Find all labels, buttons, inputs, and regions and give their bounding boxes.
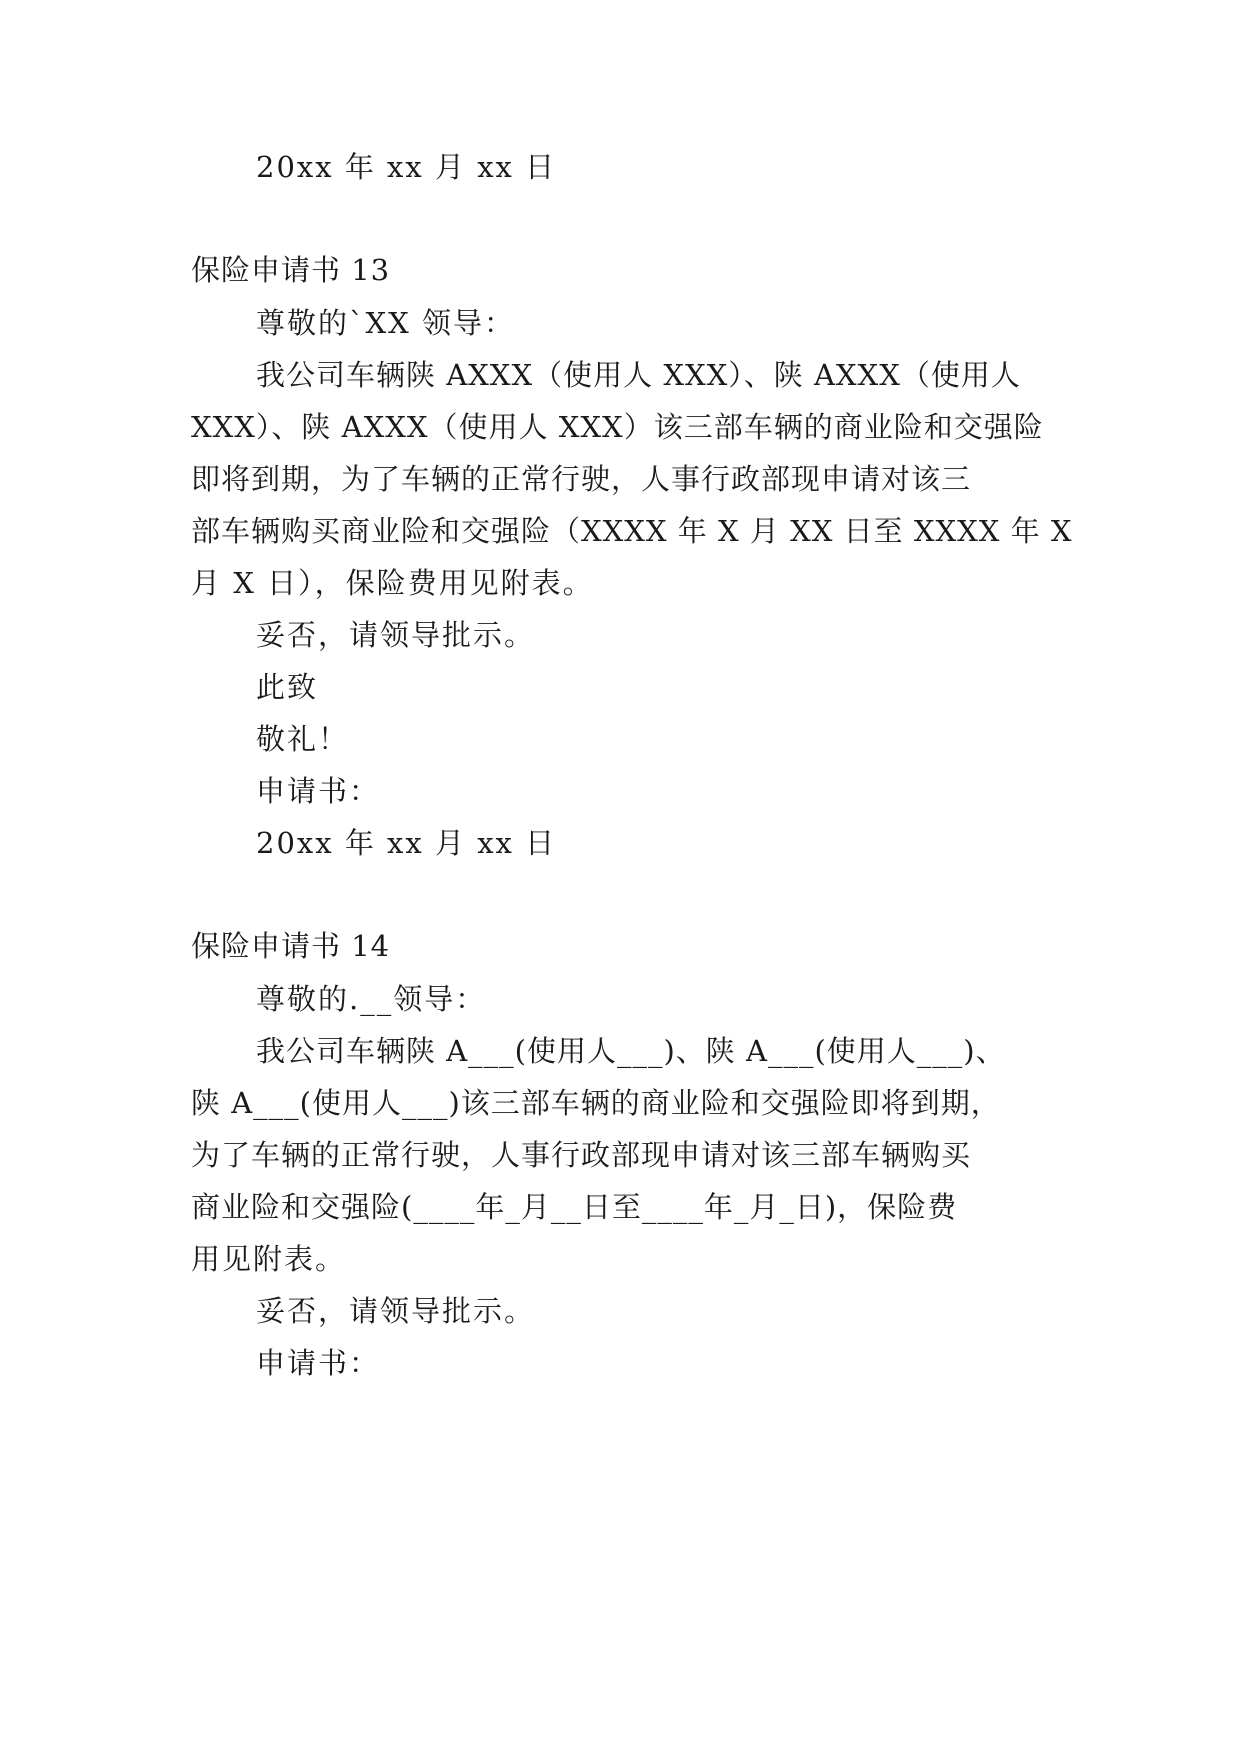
section-13-closing-1: 此致	[256, 670, 319, 704]
section-13-salutation: 尊敬的`XX 领导：	[256, 306, 516, 340]
section-14-signature: 申请书：	[256, 1346, 381, 1380]
section-13-closing-2: 敬礼！	[256, 722, 350, 756]
section-13-title: 保险申请书 13	[191, 253, 391, 287]
section-14-body-line-1: 我公司车辆陕 A___(使用人___)、陕 A___(使用人___)、	[256, 1034, 1006, 1068]
section-13-request: 妥否，请领导批示。	[256, 618, 536, 652]
section-13-signature: 申请书：	[256, 774, 381, 808]
section-13-body-line-5: 月 X 日），保险费用见附表。	[191, 566, 594, 600]
section-13-body-line-2: XXX）、陕 AXXX（使用人 XXX）该三部车辆的商业险和交强险	[191, 410, 1044, 444]
section-14-body-line-4: 商业险和交强险(____年_月__日至____年_月_日)，保险费	[191, 1190, 958, 1224]
section-14-title: 保险申请书 14	[191, 929, 391, 963]
section-14-salutation: 尊敬的.__领导：	[256, 982, 487, 1016]
section-14-body-line-3: 为了车辆的正常行驶，人事行政部现申请对该三部车辆购买	[191, 1138, 972, 1172]
section-13-date: 20xx 年 xx 月 xx 日	[256, 826, 557, 860]
section-14-body-line-5: 用见附表。	[191, 1242, 347, 1276]
top-date: 20xx 年 xx 月 xx 日	[256, 150, 557, 184]
section-13-body-line-4: 部车辆购买商业险和交强险（XXXX 年 X 月 XX 日至 XXXX 年 X	[191, 514, 1073, 548]
section-13-body-line-3: 即将到期，为了车辆的正常行驶，人事行政部现申请对该三	[191, 462, 972, 496]
section-14-request: 妥否，请领导批示。	[256, 1294, 536, 1328]
section-14-body-line-2: 陕 A___(使用人___)该三部车辆的商业险和交强险即将到期，	[191, 1086, 1001, 1120]
section-13-body-line-1: 我公司车辆陕 AXXX（使用人 XXX）、陕 AXXX（使用人	[256, 358, 1021, 392]
